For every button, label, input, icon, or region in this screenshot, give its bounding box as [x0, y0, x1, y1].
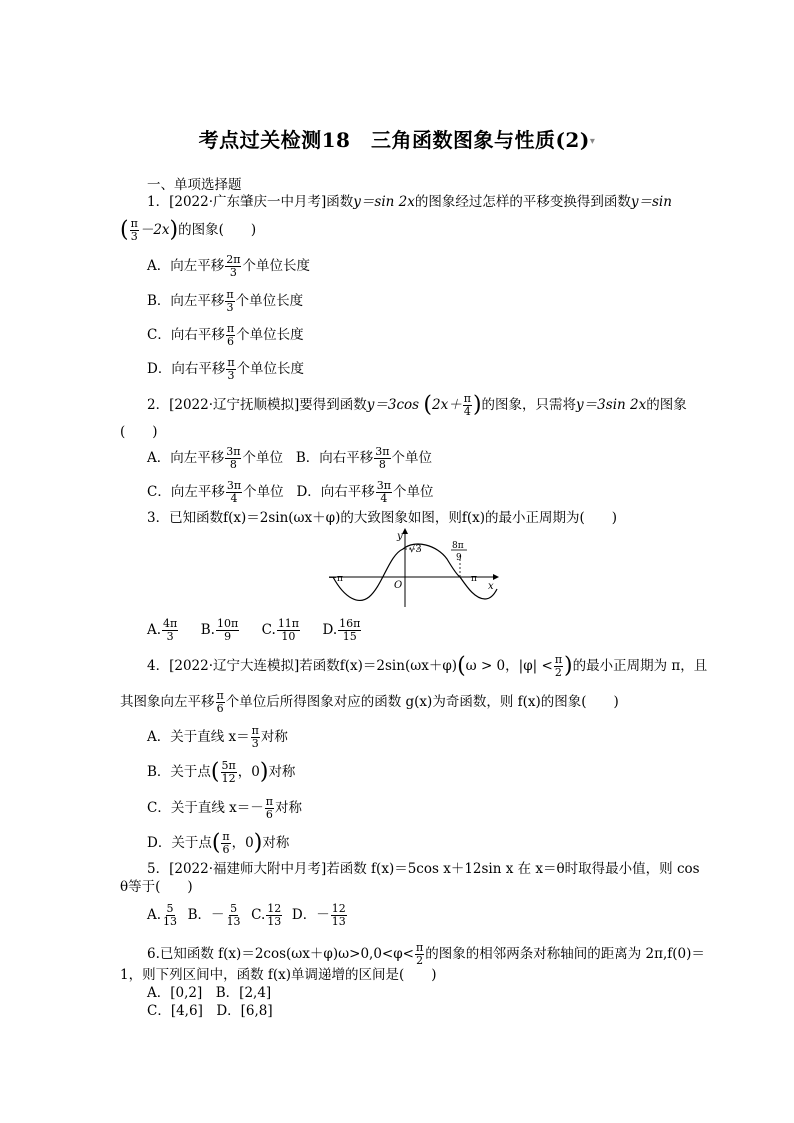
q5-option-a[interactable]: A. $\frac{5}{13}$: [147, 902, 178, 928]
origin-label: O: [394, 580, 403, 591]
neg-pi-label: －π: [328, 574, 343, 584]
q3-option-a[interactable]: A. $\frac{4\pi}{3}$: [147, 617, 178, 643]
q1-option-d[interactable]: D．向右平移 $\frac{\pi}{3}$ 个单位长度: [147, 356, 305, 382]
q3-option-b[interactable]: B. $\frac{10\pi}{9}$: [200, 617, 239, 643]
q2-option-a[interactable]: A．向左平移 $\frac{3\pi}{8}$ 个单位: [147, 445, 283, 471]
q3-option-c[interactable]: C. $\frac{11\pi}{10}$: [261, 617, 300, 643]
q5-stem-line1: 5．[2022·福建师大附中月考]若函数 f(x)＝5cos x＋12sin x 在 x＝θ时取得最小值，则 cos: [147, 861, 700, 877]
q1-stem-line2: ( $\frac{\pi}{3}$ －2x)的图象( ): [120, 217, 257, 243]
section-heading: 一、单项选择题: [147, 177, 242, 193]
q6-options-ab[interactable]: A．[0,2] B．[2,4]: [147, 985, 272, 1001]
mark-num: 8π: [452, 541, 464, 551]
q6-options-cd[interactable]: C．[4,6] D．[6,8]: [147, 1003, 273, 1019]
q2-option-c[interactable]: C．向左平移 $\frac{3\pi}{4}$ 个单位: [147, 479, 284, 505]
q5-option-d[interactable]: D．－ $\frac{12}{13}$: [291, 902, 346, 928]
q2-stem-line1: 2．[2022·辽宁抚顺模拟]要得到函数y＝3cos (2x＋ $\frac{\pi}{4}$ )的图象，只需将y＝3sin 2x的图象: [147, 392, 687, 418]
q4-stem-line1: 4．[2022·辽宁大连模拟]若函数f(x)＝2sin(ωx＋φ)(ω > 0，|φ| < $\frac{\pi}{2}$ )的最小正周期为 π，且: [147, 653, 708, 679]
q4-option-a[interactable]: A．关于直线 x＝ $\frac{\pi}{3}$ 对称: [147, 724, 288, 750]
x-axis-arrow-icon: [493, 574, 499, 580]
q2-option-b[interactable]: B．向右平移 $\frac{3\pi}{8}$ 个单位: [295, 445, 433, 471]
q2-stem-line2: ( ): [120, 424, 158, 440]
q1-option-c[interactable]: C．向右平移 $\frac{\pi}{6}$ 个单位长度: [147, 322, 304, 348]
q1-arg-frac: $\frac{\pi}{3}$: [130, 217, 138, 243]
y-axis-arrow-icon: [402, 528, 408, 534]
sqrt3-label: √3: [409, 544, 422, 555]
page-title: [0, 124, 794, 153]
q4-option-c[interactable]: C．关于直线 x＝－ $\frac{\pi}{6}$ 对称: [147, 795, 302, 821]
q3-options: [147, 618, 362, 643]
q4-stem-line2: 其图象向左平移 $\frac{\pi}{6}$ 个单位后所得图象对应的函数 g(x)为奇函数，则 f(x)的图象( ): [120, 689, 619, 715]
q1-option-b[interactable]: B．向左平移 $\frac{\pi}{3}$ 个单位长度: [147, 288, 304, 314]
q2-options-ab: [147, 446, 432, 471]
pi-label: π: [471, 574, 477, 584]
q5-option-b[interactable]: B．－ $\frac{5}{13}$: [187, 902, 241, 928]
x-label: x: [488, 581, 494, 592]
q6-stem-line2: 1，则下列区间中，函数 f(x)单调递增的区间是( ): [120, 967, 437, 983]
q5-options: [147, 903, 348, 928]
caret-down-icon: ▾: [589, 136, 596, 147]
q3-sine-graph: [325, 527, 500, 609]
mark-den: 9: [456, 553, 462, 563]
q5-stem-line2: θ等于( ): [120, 879, 193, 895]
q2-options-cd: [147, 480, 434, 505]
y-label: y: [397, 531, 403, 542]
q3-option-d[interactable]: D. $\frac{16\pi}{15}$: [322, 617, 361, 643]
q5-option-c[interactable]: C. $\frac{12}{13}$: [251, 902, 282, 928]
title-text: 考点过关检测18 三角函数图象与性质(2): [198, 128, 590, 152]
q3-stem: 3．已知函数f(x)＝2sin(ωx＋φ)的大致图象如图，则f(x)的最小正周期为( ): [147, 510, 618, 526]
q2-option-d[interactable]: D．向右平移 $\frac{3\pi}{4}$ 个单位: [296, 479, 434, 505]
q4-option-b[interactable]: B．关于点( $\frac{5\pi}{12}$ ，0)对称: [147, 759, 296, 785]
q1-stem-line1: 1．[2022·广东肇庆一中月考]函数y＝sin 2x的图象经过怎样的平移变换得到函数y＝sin: [147, 194, 672, 210]
q6-stem-line1: 6.已知函数 f(x)＝2cos(ωx＋φ)ω>0,0<φ< $\frac{\pi}{2}$ 的图象的相邻两条对称轴间的距离为 2π,f(0)＝: [147, 941, 705, 967]
q1-option-a[interactable]: A．向左平移 $\frac{2\pi}{3}$ 个单位长度: [147, 253, 310, 279]
q4-option-d[interactable]: D．关于点( $\frac{\pi}{6}$ ，0)对称: [147, 830, 290, 856]
